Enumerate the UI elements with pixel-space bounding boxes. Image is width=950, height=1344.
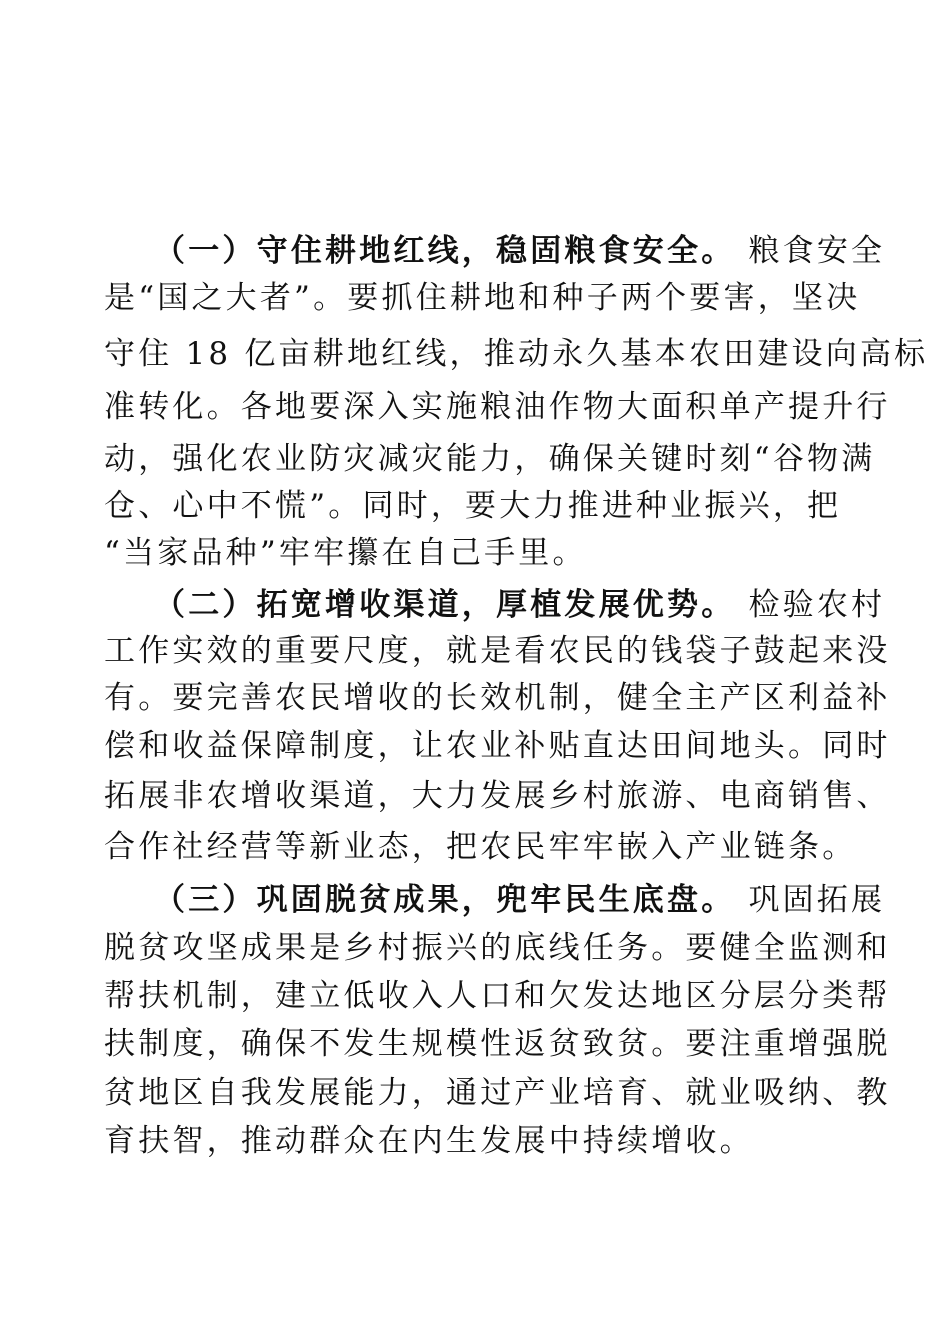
paragraph-line: 帮扶机制，建立低收入人口和欠发达地区分层分类帮: [104, 978, 891, 1014]
paragraph-line: 脱贫攻坚成果是乡村振兴的底线任务。要健全监测和: [104, 930, 891, 966]
paragraph-line: 育扶智，推动群众在内生发展中持续增收。: [104, 1123, 754, 1159]
section-3-first-line: [154, 877, 914, 923]
paragraph-line: “当家品种”牢牢攥在自己手里。: [104, 535, 587, 571]
paragraph-line: 守住 18 亿亩耕地红线，推动永久基本农田建设向高标: [104, 336, 929, 372]
section-2-heading: （二）拓宽增收渠道，厚植发展优势。: [154, 587, 736, 623]
section-3-heading: （三）巩固脱贫成果，兜牢民生底盘。: [154, 882, 736, 918]
section-1-first-tail: 粮食安全: [735, 233, 886, 269]
section-3-first-tail: 巩固拓展: [735, 882, 886, 918]
paragraph-line: 工作实效的重要尺度，就是看农民的钱袋子鼓起来没: [104, 633, 891, 669]
paragraph-line: 贫地区自我发展能力，通过产业培育、就业吸纳、教: [104, 1075, 891, 1111]
paragraph-line: 偿和收益保障制度，让农业补贴直达田间地头。同时: [104, 728, 891, 764]
section-2-first-line: [154, 582, 914, 628]
paragraph-line: 准转化。各地要深入实施粮油作物大面积单产提升行: [104, 389, 891, 425]
paragraph-line: 动，强化农业防灾减灾能力，确保关键时刻“谷物满: [104, 441, 876, 477]
paragraph-line: 是“国之大者”。要抓住耕地和种子两个要害，坚决: [104, 280, 861, 316]
paragraph-line: 扶制度，确保不发生规模性返贫致贫。要注重增强脱: [104, 1026, 891, 1062]
paragraph-line: 有。要完善农民增收的长效机制，健全主产区利益补: [104, 680, 891, 716]
paragraph-line: 合作社经营等新业态，把农民牢牢嵌入产业链条。: [104, 829, 857, 865]
section-1-first-line: [154, 228, 914, 274]
paragraph-line: 拓展非农增收渠道，大力发展乡村旅游、电商销售、: [104, 778, 891, 814]
paragraph-line: 仓、心中不慌”。同时，要大力推进种业振兴，把: [104, 488, 842, 524]
section-1-heading: （一）守住耕地红线，稳固粮食安全。: [154, 233, 736, 269]
section-2-first-tail: 检验农村: [735, 587, 886, 623]
